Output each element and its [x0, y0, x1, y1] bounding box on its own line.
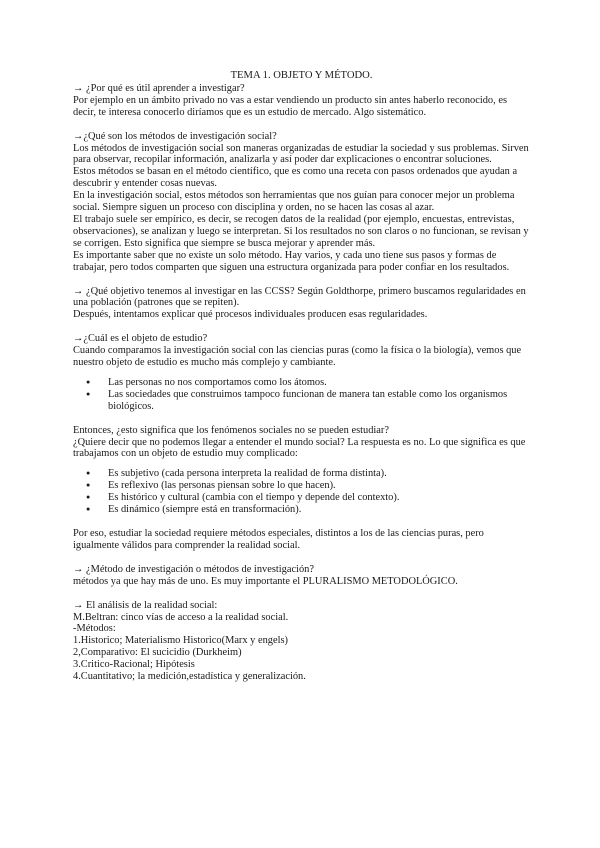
paragraph: El trabajo suele ser empírico, es decir, se recogen datos de la realidad (por ejemplo, encuestas, entrevistas, observaciones), se analizan y luego se interpretan. Si los resultados no son claros o no funcionan, se revisan y se corrigen. Esto significa que siempre se busca mejorar y aprender más.	[73, 213, 529, 249]
page-title: TEMA 1. OBJETO Y MÉTODO.	[230, 70, 373, 81]
question-objective: → ¿Qué objetivo tenemos al investigar en las CCSS? Según Goldthorpe, primero buscamos regularidades en una población (patrones que se repiten).	[73, 285, 526, 309]
paragraph: ¿Quiere decir que no podemos llegar a entender el mundo social? La respuesta es no. Lo que significa es que trabajamos con un objeto de estudio muy complicado:	[73, 436, 526, 460]
text-line: M.Beltran: cinco vías de acceso a la realidad social.	[73, 611, 289, 623]
question-method-plural: → ¿Método de investigación o métodos de investigación?	[73, 563, 314, 575]
paragraph: En la investigación social, estos métodos son herramientas que nos guían para conocer mejor un problema social. Siempre siguen un proceso con disciplina y orden, no se hacen las cosas al azar.	[73, 190, 515, 214]
paragraph: Es importante saber que no existe un solo método. Hay varios, y cada uno tiene sus pasos y formas de trabajar, pero todos comparten que siguen una estructura organizada para poder confiar en los resultados.	[73, 249, 510, 273]
list-item: ● Las sociedades que construimos tampoco funcionan de manera tan estable como los organismos biológicos.	[73, 389, 530, 413]
paragraph: Por ejemplo en un ámbito privado no vas a estar vendiendo un producto sin antes haberlo reconocido, es decir, te interesa conocerlo diríamos que es un estudio de mercado. Algo sistemático.	[73, 94, 507, 118]
text-line: 2,Comparativo: El sucicidio (Durkheim)	[73, 647, 242, 659]
paragraph: Los métodos de investigación social son maneras organizadas de estudiar la sociedad y sus problemas. Sirven para observar, recopilar información, analizarla y así poder dar explicaciones o encontrar soluciones.	[73, 142, 529, 166]
question-object-of-study: →¿Cuál es el objeto de estudio?	[73, 333, 208, 345]
question-why-investigate: → ¿Por qué es útil aprender a investigar?	[73, 82, 245, 94]
paragraph: Estos métodos se basan en el método científico, que es como una receta con pasos ordenados que ayudan a descubrir y entender cosas nuevas.	[73, 166, 518, 190]
heading-analysis: → El análisis de la realidad social:	[73, 599, 218, 611]
question-what-methods: →¿Qué son los métodos de investigación social?	[73, 130, 277, 142]
bullet-list	[73, 468, 530, 516]
text-line: 3.Critico-Racional; Hipótesis	[73, 659, 195, 671]
paragraph: Por eso, estudiar la sociedad requiere métodos especiales, distintos a los de las ciencias puras, pero igualmente válidos para comprender la realidad social.	[73, 528, 484, 551]
paragraph: Después, intentamos explicar qué procesos individuales producen esas regularidades.	[73, 309, 428, 321]
list-item: ● Es dinámico (siempre está en transformación).	[73, 504, 530, 516]
list-item: ● Es histórico y cultural (cambia con el tiempo y depende del contexto).	[73, 492, 530, 504]
text-line: 1.Historico; Materialismo Historico(Marx y engels)	[73, 635, 288, 647]
text-line: -Métodos:	[73, 623, 116, 635]
list-item: ● Las personas no nos comportamos como los átomos.	[73, 377, 530, 389]
paragraph: Entonces, ¿esto significa que los fenómenos sociales no se pueden estudiar?	[73, 424, 389, 436]
paragraph: Cuando comparamos la investigación social con las ciencias puras (como la física o la biología), vemos que nuestro objeto de estudio es mucho más complejo y cambiante.	[73, 345, 522, 369]
list-item: ● Es subjetivo (cada persona interpreta la realidad de forma distinta).	[73, 468, 530, 480]
list-item: ● Es reflexivo (las personas piensan sobre lo que hacen).	[73, 480, 530, 492]
bullet-list	[73, 377, 530, 413]
text-line: 4.Cuantitativo; la medición,estadística y generalización.	[73, 671, 306, 683]
paragraph: métodos ya que hay más de uno. Es muy importante el PLURALISMO METODOLÓGICO.	[73, 575, 458, 587]
